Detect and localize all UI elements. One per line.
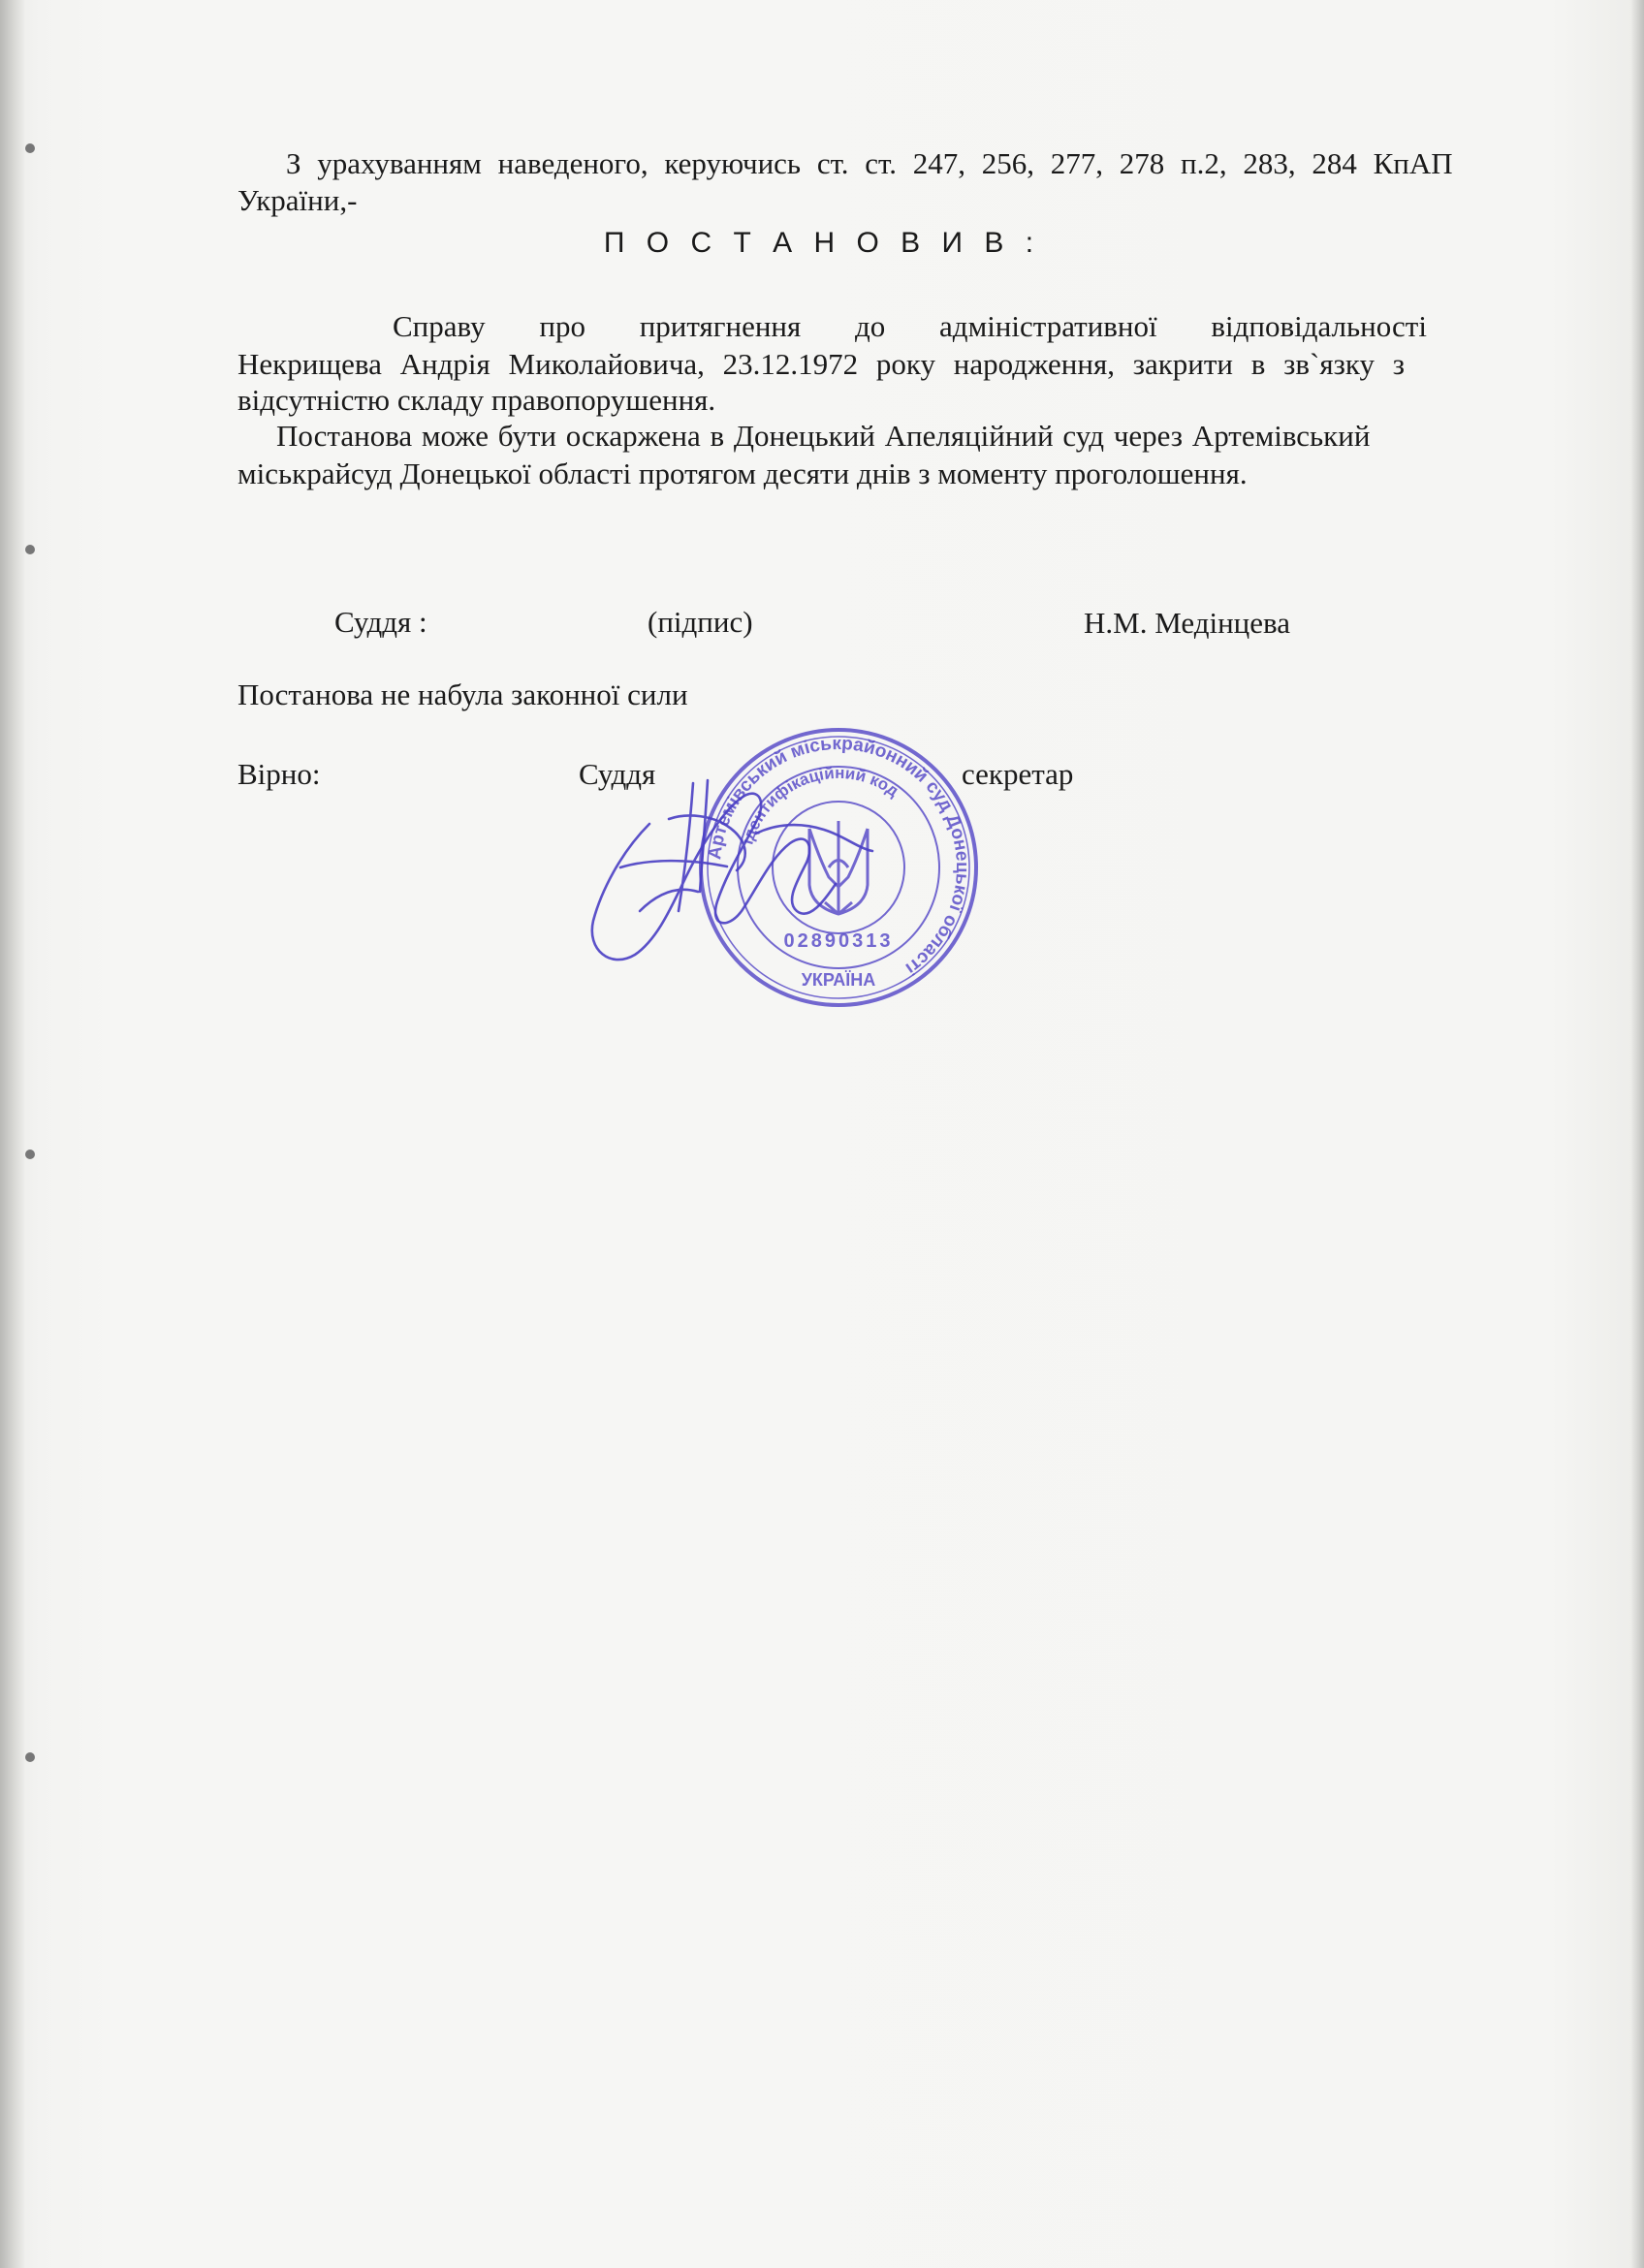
ruling-line-1: Справу про притягнення до адміністративної відповідальності xyxy=(393,309,1427,343)
binding-hole xyxy=(25,1752,35,1762)
intro-line-1: З урахуванням наведеного, керуючись ст. ст. 247, 256, 277, 278 п.2, 283, 284 КпАП xyxy=(286,146,1453,180)
appeal-line-2: міськрайсуд Донецької області протягом десяти днів з моменту проголошення. xyxy=(237,457,1248,490)
binding-hole xyxy=(25,545,35,554)
binding-hole xyxy=(25,143,35,153)
judge-label: Суддя : xyxy=(334,605,427,639)
signature-note: (підпис) xyxy=(648,605,753,639)
seal-outer-text: Артемівський міськрайонний суд Донецької області xyxy=(705,733,973,979)
seal-code: 02890313 xyxy=(783,930,894,952)
appeal-line-1: Постанова може бути оскаржена в Донецький Апеляційний суд через Артемівський xyxy=(276,419,1371,453)
ruling-line-2: Некрищева Андрія Миколайовича, 23.12.1972 року народження, закрити в зв`язку з xyxy=(237,347,1405,381)
binding-hole xyxy=(25,1150,35,1159)
intro-line-2: України,- xyxy=(237,183,358,217)
status-note: Постанова не набула законної сили xyxy=(237,677,688,711)
page-right-edge-shadow xyxy=(1630,0,1644,2268)
judge-name: Н.М. Медінцева xyxy=(1084,606,1291,640)
certified-label: Вірно: xyxy=(237,757,321,791)
ruling-line-3: відсутністю складу правопорушення. xyxy=(237,383,716,417)
seal-bottom-text: УКРАЇНА xyxy=(801,970,876,990)
certified-judge: Суддя xyxy=(579,757,656,791)
handwritten-signature xyxy=(582,766,892,979)
seal-inner-text: ідентифікаційний код xyxy=(738,763,902,847)
ruling-heading: П О С Т А Н О В И В : xyxy=(603,227,1041,259)
page-left-edge-shadow xyxy=(0,0,25,2268)
certified-secretary: секретар xyxy=(962,757,1074,791)
